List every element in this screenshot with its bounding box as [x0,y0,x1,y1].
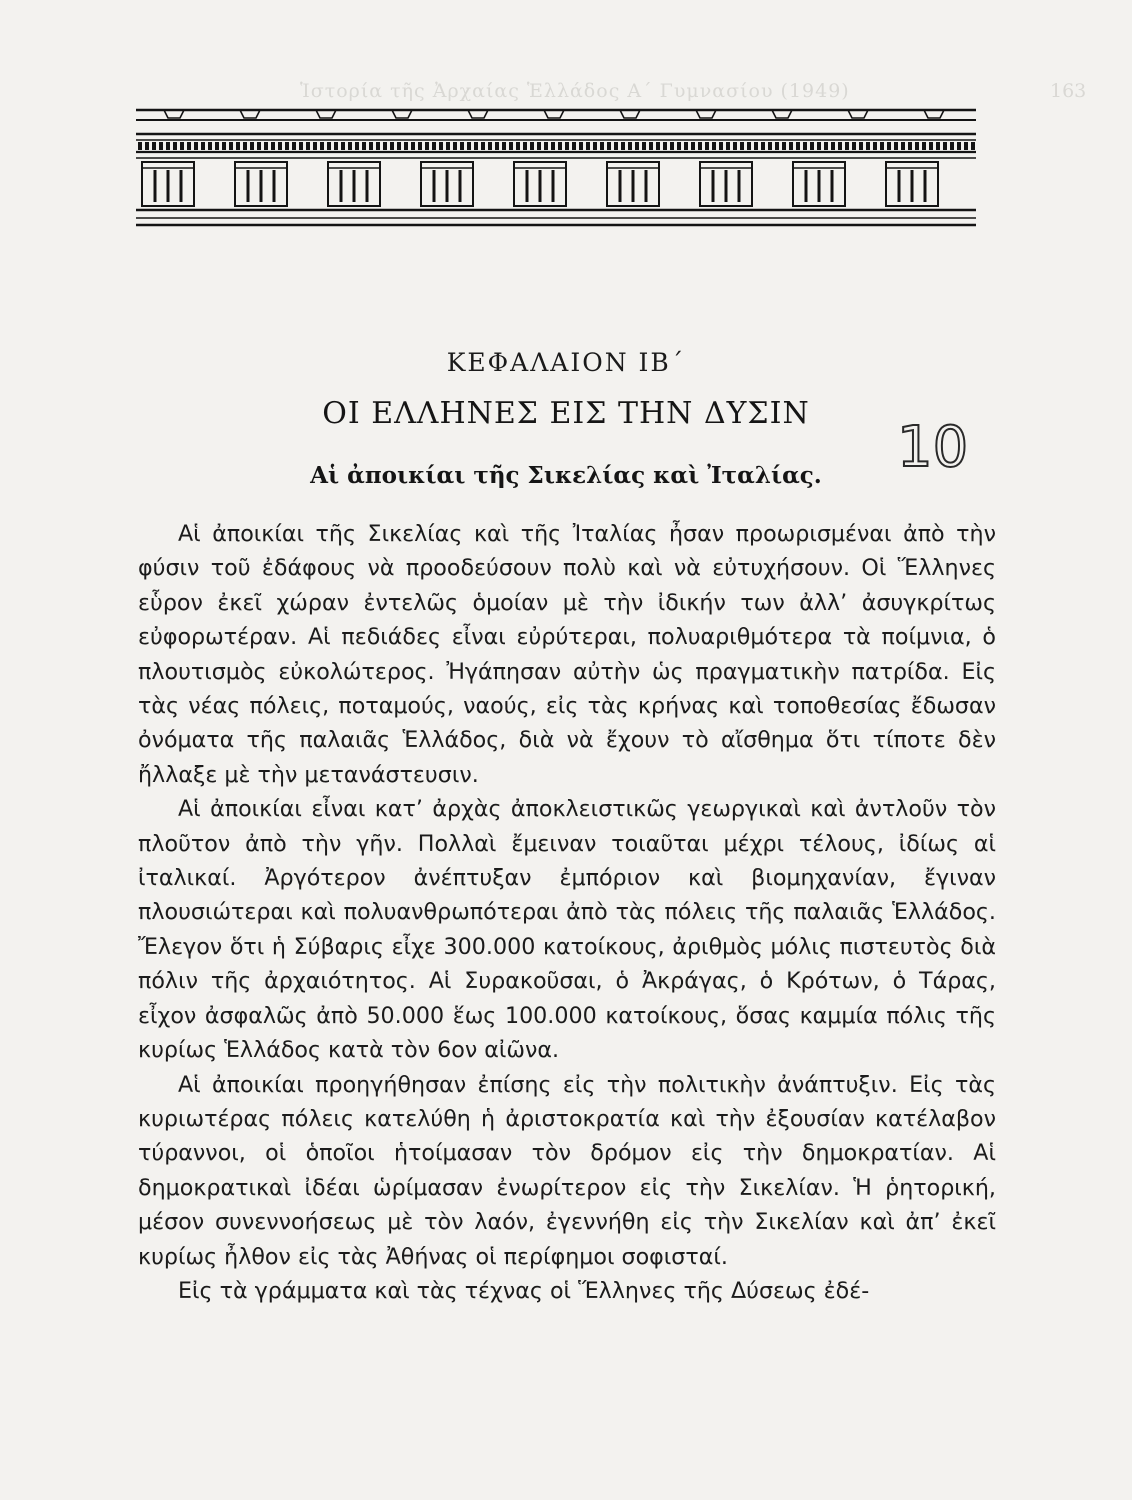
section-title: Αἱ ἀποικίαι τῆς Σικελίας καὶ Ἰταλίας. [310,462,822,489]
handwritten-page-note [893,408,973,478]
handwritten-note-text: 10 [897,415,969,478]
chapter-title: ΟΙ ΕΛΛΗΝΕΣ ΕΙΣ ΤΗΝ ΔΥΣΙΝ [322,396,810,431]
bleed-through-page-number: 163 [1050,80,1087,102]
paragraph-3: Αἱ ἀποικίαι προηγήθησαν ἐπίσης εἰς τὴν πολιτικὴν ἀνάπτυξιν. Εἰς τὰς κυριωτέρας πόλεις κατελύθη ἡ ἀριστοκρατία καὶ τὴν ἐξουσίαν κατέλαβον τύραννοι, οἱ ὁποῖοι ἡτοίμασαν τὸν δρόμον εἰς τὴν δημοκρατίαν. Αἱ δημοκρατικαὶ ἰδέαι ὡρίμασαν ἐνωρίτερον εἰς τὴν Σικελίαν. Ἡ ῥητορική, μέσον συνεννοήσεως μὲ τὸν λαόν, ἐγεννήθη εἰς τὴν Σικελίαν καὶ ἀπ’ ἐκεῖ κυρίως ἦλθον εἰς τὰς Ἀθήνας οἱ περίφημοι σοφισταί. [138,1071,996,1270]
paragraph-2: Αἱ ἀποικίαι εἶναι κατ’ ἀρχὰς ἀποκλειστικῶς γεωργικαὶ καὶ ἀντλοῦν τὸν πλοῦτον ἀπὸ τὴν γῆν. Πολλαὶ ἔμειναν τοιαῦται μέχρι τέλους, ἰδίως αἱ ἰταλικαί. Ἀργότερον ἀνέπτυξαν ἐμπόριον καὶ βιομηχανίαν, ἔγιναν πλουσιώτεραι καὶ πολυανθρωπότεραι ἀπὸ τὰς πόλεις τῆς παλαιᾶς Ἑλλάδος. Ἔλεγον ὅτι ἡ Σύβαρις εἶχε 300.000 κατοίκους, ἀριθμὸς μόλις πιστευτὸς διὰ πόλιν τῆς ἀρχαιότητος. Αἱ Συρακοῦσαι, ὁ Ἀκράγας, ὁ Κρότων, ὁ Τάρας, εἶχον ἀσφαλῶς ἀπὸ 50.000 ἕως 100.000 κατοίκους, ὅσας καμμία πόλις τῆς κυρίως Ἑλλάδος κατὰ τὸν 6ον αἰῶνα. [138,796,996,1064]
bleed-through-running-header: Ἱστορία τῆς Ἀρχαίας Ἑλλάδος Α΄ Γυμνασίου (1949) [300,80,850,102]
chapter-label: ΚΕΦΑΛΑΙΟΝ ΙΒ΄ [446,348,686,377]
body-text [138,517,996,1308]
classical-frieze-icon [136,106,976,228]
paragraph-4: Εἰς τὰ γράμματα καὶ τὰς τέχνας οἱ Ἕλληνες τῆς Δύσεως ἐδέ- [178,1277,870,1304]
paragraph-1: Αἱ ἀποικίαι τῆς Σικελίας καὶ τῆς Ἰταλίας ἦσαν προωρισμέναι ἀπὸ τὴν φύσιν τοῦ ἐδάφους νὰ προοδεύσουν πολὺ καὶ νὰ εὐτυχήσουν. Οἱ Ἕλληνες εὗρον ἐκεῖ χώραν ἐντελῶς ὁμοίαν μὲ τὴν ἰδικήν των ἀλλ’ ἀσυγκρίτως εὐφορωτέραν. Αἱ πεδιάδες εἶναι εὐρύτεραι, πολυαριθμότερα τὰ ποίμνια, ὁ πλουτισμὸς εὐκολώτερος. Ἠγάπησαν αὐτὴν ὡς πραγματικὴν πατρίδα. Εἰς τὰς νέας πόλεις, ποταμούς, ναούς, εἰς τὰς κρήνας καὶ τοποθεσίας ἔδωσαν ὀνόματα τῆς παλαιᾶς Ἑλλάδος, διὰ νὰ ἔχουν τὸ αἴσθημα ὅτι τίποτε δὲν ἤλλαξε μὲ τὴν μετανάστευσιν. [138,521,996,788]
